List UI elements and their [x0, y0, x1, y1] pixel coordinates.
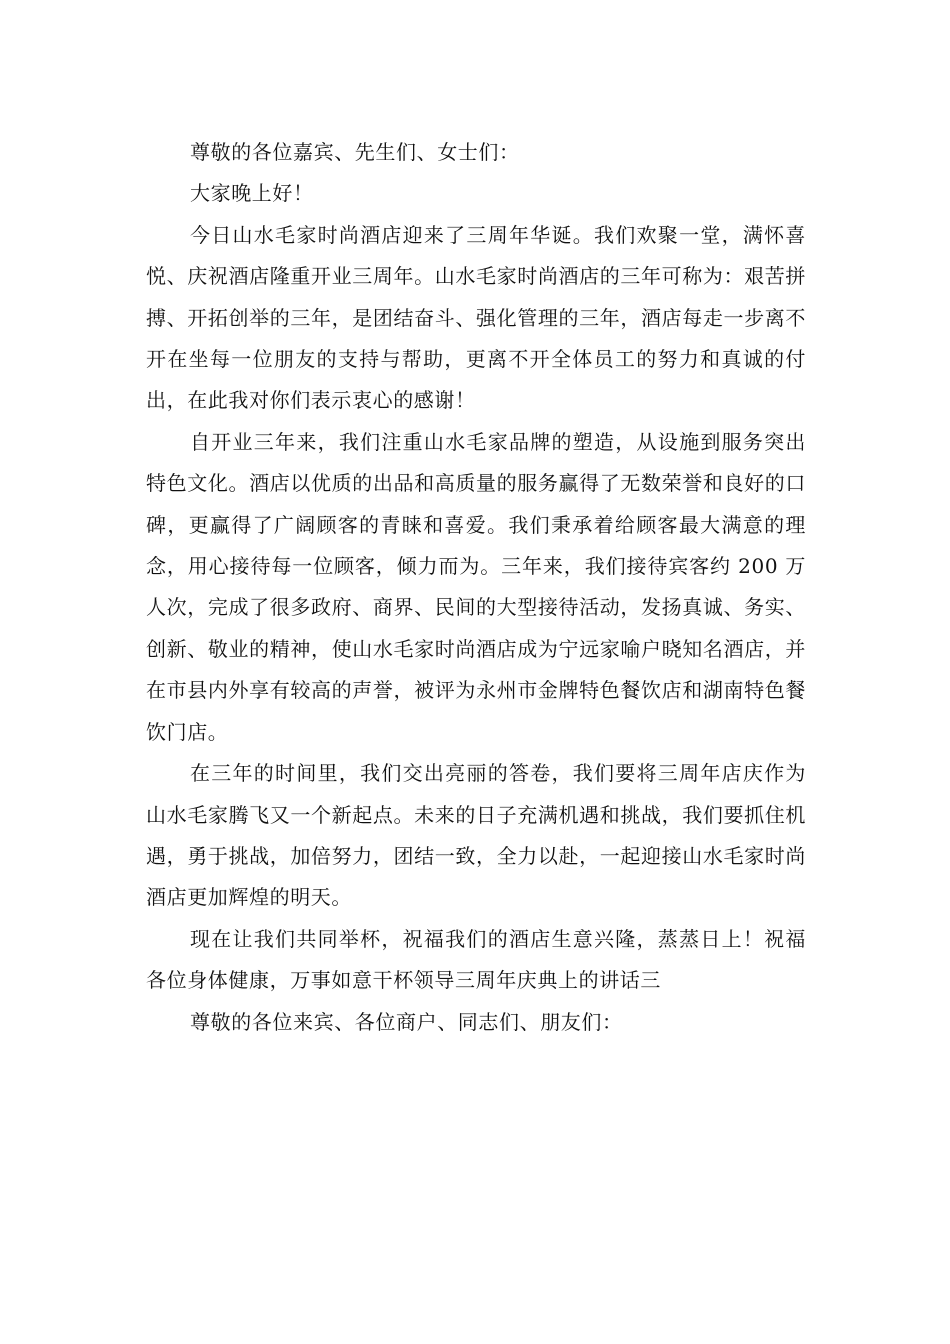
salutation-paragraph-second: 尊敬的各位来宾、各位商户、同志们、朋友们： — [190, 1009, 623, 1034]
body-paragraph-achievements: 自开业三年来，我们注重山水毛家品牌的塑造，从设施到服务突出特色文化。酒店以优质的出品和高质量的服务赢得了无数荣誉和良好的口碑，更赢得了广阔顾客的青睐和喜爱。我们秉承着给顾客最大满意的理念，用心接待每一位顾客，倾力而为。三年来，我们接待宾客约 200 万人次，完成了很多政府、商界、民间的大型接待活动，发扬真诚、务实、创新、敬业的精神，使山水毛家时尚酒店成为宁远家喻户晓知名酒店，并在市县内外享有较高的声誉，被评为永州市金牌特色餐饮店和湖南特色餐饮门店。 — [146, 429, 806, 744]
greeting-paragraph: 大家晚上好！ — [190, 181, 314, 206]
body-paragraph-future: 在三年的时间里，我们交出亮丽的答卷，我们要将三周年店庆作为山水毛家腾飞又一个新起点。未来的日子充满机遇和挑战，我们要抓住机遇，勇于挑战，加倍努力，团结一致，全力以赴，一起迎接山水毛家时尚酒店更加辉煌的明天。 — [146, 761, 806, 910]
document-body — [146, 132, 806, 1043]
salutation-paragraph: 尊敬的各位嘉宾、先生们、女士们： — [190, 140, 520, 164]
body-paragraph-anniversary: 今日山水毛家时尚酒店迎来了三周年华诞。我们欢聚一堂，满怀喜悦、庆祝酒店隆重开业三周年。山水毛家时尚酒店的三年可称为：艰苦拼搏、开拓创举的三年，是团结奋斗、强化管理的三年，酒店每走一步离不开在坐每一位朋友的支持与帮助，更离不开全体员工的努力和真诚的付出，在此我对你们表示衷心的感谢！ — [146, 222, 806, 413]
body-paragraph-toast: 现在让我们共同举杯，祝福我们的酒店生意兴隆，蒸蒸日上！祝福各位身体健康，万事如意干杯领导三周年庆典上的讲话三 — [146, 926, 806, 993]
